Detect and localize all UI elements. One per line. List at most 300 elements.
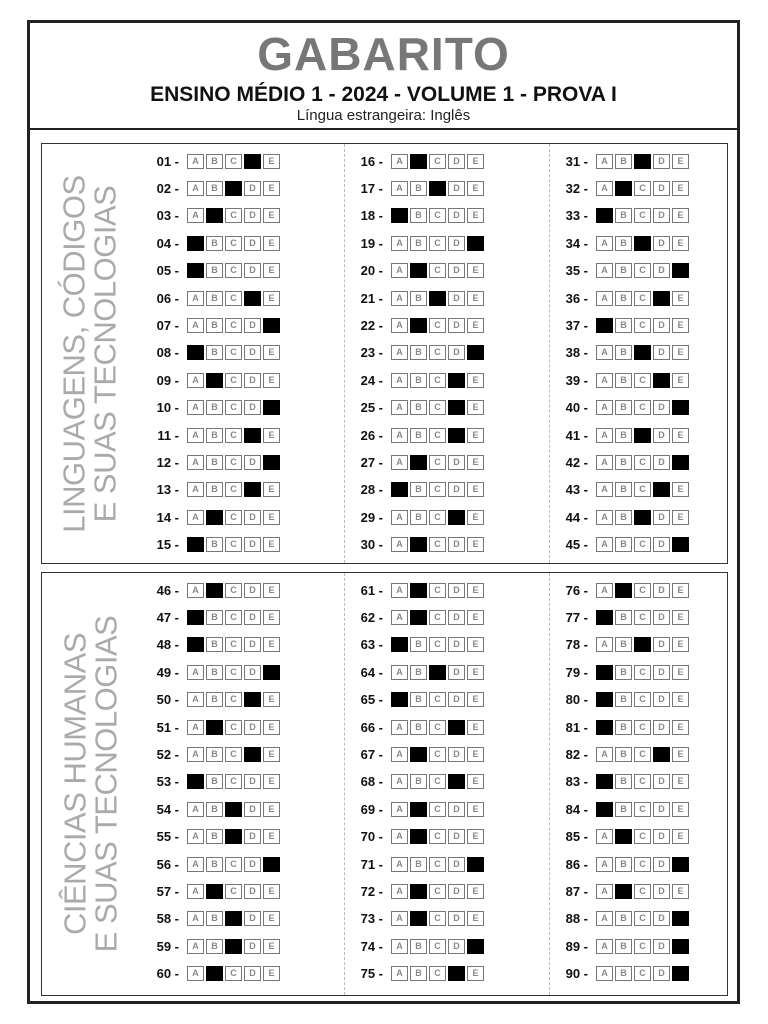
option-box: D xyxy=(244,911,261,926)
option-box: A xyxy=(391,154,408,169)
option-box-marked: B xyxy=(410,802,427,817)
option-box-marked: D xyxy=(244,428,261,443)
option-box: D xyxy=(448,318,465,333)
option-box: E xyxy=(467,747,484,762)
question-row xyxy=(351,206,486,226)
option-box: B xyxy=(615,720,632,735)
question-number: 52 - xyxy=(156,746,179,762)
option-box: A xyxy=(187,181,204,196)
option-box-marked: B xyxy=(410,610,427,625)
question-row xyxy=(351,690,486,710)
question-row xyxy=(556,535,691,555)
option-box: D xyxy=(653,939,670,954)
header xyxy=(30,23,737,130)
option-box: C xyxy=(429,318,446,333)
option-box: C xyxy=(225,208,242,223)
option-box-marked: D xyxy=(244,291,261,306)
option-box: C xyxy=(225,720,242,735)
question-number: 56 - xyxy=(156,856,179,872)
option-box: C xyxy=(634,482,651,497)
option-box: A xyxy=(391,966,408,981)
question-row xyxy=(147,151,282,171)
option-box: E xyxy=(467,154,484,169)
question-number: 68 - xyxy=(360,774,383,790)
option-box-marked: E xyxy=(672,857,689,872)
question-number: 89 - xyxy=(565,938,588,954)
option-box: D xyxy=(244,263,261,278)
option-box: B xyxy=(206,154,223,169)
option-box-marked: A xyxy=(596,610,613,625)
option-box: D xyxy=(244,637,261,652)
question-number: 62 - xyxy=(360,609,383,625)
option-box: A xyxy=(391,181,408,196)
question-row xyxy=(351,261,486,281)
option-box: D xyxy=(448,747,465,762)
option-box: E xyxy=(263,692,280,707)
question-number: 35 - xyxy=(565,263,588,279)
option-box: A xyxy=(187,884,204,899)
question-number: 27 - xyxy=(360,454,383,470)
option-box: B xyxy=(410,857,427,872)
option-box: D xyxy=(244,510,261,525)
option-box: B xyxy=(615,208,632,223)
option-box: E xyxy=(263,510,280,525)
option-box: C xyxy=(634,263,651,278)
option-box: C xyxy=(225,610,242,625)
question-number: 23 - xyxy=(360,345,383,361)
option-box: B xyxy=(615,400,632,415)
option-box-marked: C xyxy=(225,802,242,817)
option-box-marked: B xyxy=(410,911,427,926)
question-number: 42 - xyxy=(565,454,588,470)
question-number: 59 - xyxy=(156,938,179,954)
option-box: C xyxy=(634,537,651,552)
option-box: E xyxy=(467,774,484,789)
question-row xyxy=(556,772,691,792)
question-row xyxy=(556,288,691,308)
option-box: B xyxy=(410,181,427,196)
option-box: C xyxy=(429,510,446,525)
option-box-marked: D xyxy=(448,774,465,789)
question-number: 34 - xyxy=(565,235,588,251)
option-box: D xyxy=(448,455,465,470)
option-box: A xyxy=(596,154,613,169)
option-box: E xyxy=(672,236,689,251)
option-box: A xyxy=(391,510,408,525)
option-box: A xyxy=(596,911,613,926)
question-row xyxy=(147,343,282,363)
option-box-marked: A xyxy=(187,236,204,251)
option-box: D xyxy=(448,482,465,497)
option-box-marked: D xyxy=(244,482,261,497)
option-box: A xyxy=(187,583,204,598)
question-number: 02 - xyxy=(156,180,179,196)
question-row xyxy=(147,507,282,527)
option-box: B xyxy=(206,455,223,470)
option-box: E xyxy=(672,428,689,443)
option-box-marked: B xyxy=(615,583,632,598)
option-box-marked: B xyxy=(206,583,223,598)
question-row xyxy=(351,936,486,956)
question-number: 74 - xyxy=(360,938,383,954)
question-number: 47 - xyxy=(156,609,179,625)
option-box-marked: A xyxy=(187,537,204,552)
question-row xyxy=(351,717,486,737)
option-box: D xyxy=(244,345,261,360)
option-box-marked: A xyxy=(596,692,613,707)
question-number: 40 - xyxy=(565,400,588,416)
option-box: C xyxy=(634,747,651,762)
question-row xyxy=(556,370,691,390)
option-box: A xyxy=(596,583,613,598)
option-box: C xyxy=(429,537,446,552)
option-box: C xyxy=(225,774,242,789)
question-number: 66 - xyxy=(360,719,383,735)
option-box: D xyxy=(653,510,670,525)
option-box: E xyxy=(672,291,689,306)
option-box: E xyxy=(467,400,484,415)
question-row xyxy=(351,744,486,764)
option-box-marked: E xyxy=(467,236,484,251)
question-number: 29 - xyxy=(360,509,383,525)
option-box: C xyxy=(225,884,242,899)
option-box: D xyxy=(653,637,670,652)
option-box: B xyxy=(206,911,223,926)
option-box: C xyxy=(429,802,446,817)
option-box: B xyxy=(615,373,632,388)
option-box: D xyxy=(244,939,261,954)
option-box: B xyxy=(615,455,632,470)
option-box: D xyxy=(448,610,465,625)
option-box: C xyxy=(225,637,242,652)
option-box: B xyxy=(410,208,427,223)
option-box-marked: E xyxy=(672,939,689,954)
option-box: A xyxy=(187,154,204,169)
question-number: 07 - xyxy=(156,317,179,333)
option-box: B xyxy=(206,802,223,817)
option-box: D xyxy=(653,884,670,899)
option-box-marked: E xyxy=(672,263,689,278)
option-box: B xyxy=(615,428,632,443)
question-number: 22 - xyxy=(360,317,383,333)
option-box: A xyxy=(187,318,204,333)
option-box-marked: E xyxy=(672,455,689,470)
option-box: A xyxy=(596,291,613,306)
option-box-marked: A xyxy=(596,318,613,333)
question-number: 01 - xyxy=(156,153,179,169)
question-row xyxy=(147,425,282,445)
question-number: 61 - xyxy=(360,582,383,598)
question-row xyxy=(147,535,282,555)
option-box: C xyxy=(429,583,446,598)
option-box-marked: D xyxy=(244,747,261,762)
option-box: C xyxy=(429,373,446,388)
question-number: 81 - xyxy=(565,719,588,735)
option-box: B xyxy=(206,236,223,251)
option-box-marked: C xyxy=(429,665,446,680)
question-number: 54 - xyxy=(156,801,179,817)
option-box: A xyxy=(596,263,613,278)
option-box: D xyxy=(448,802,465,817)
option-box-marked: C xyxy=(634,510,651,525)
option-box: B xyxy=(206,263,223,278)
option-box-marked: D xyxy=(653,747,670,762)
option-box: E xyxy=(263,637,280,652)
question-number: 73 - xyxy=(360,911,383,927)
question-row xyxy=(147,881,282,901)
option-box: A xyxy=(596,857,613,872)
option-box: D xyxy=(244,537,261,552)
option-box: D xyxy=(653,428,670,443)
question-number: 36 - xyxy=(565,290,588,306)
option-box: E xyxy=(672,747,689,762)
option-box: E xyxy=(263,345,280,360)
question-number: 05 - xyxy=(156,263,179,279)
option-box: A xyxy=(391,373,408,388)
option-box: D xyxy=(244,373,261,388)
option-box: E xyxy=(467,373,484,388)
option-box: C xyxy=(225,236,242,251)
question-number: 65 - xyxy=(360,692,383,708)
question-number: 03 - xyxy=(156,208,179,224)
question-row xyxy=(147,964,282,984)
question-row xyxy=(556,827,691,847)
option-box: B xyxy=(615,291,632,306)
option-box: D xyxy=(244,829,261,844)
option-box: E xyxy=(263,428,280,443)
option-box-marked: B xyxy=(206,720,223,735)
option-box: E xyxy=(467,318,484,333)
option-box-marked: B xyxy=(206,510,223,525)
option-box: D xyxy=(653,208,670,223)
option-box: E xyxy=(467,911,484,926)
option-box: E xyxy=(672,318,689,333)
option-box: D xyxy=(244,318,261,333)
option-box-marked: D xyxy=(448,400,465,415)
option-box: B xyxy=(615,345,632,360)
option-box: E xyxy=(263,583,280,598)
option-box: C xyxy=(429,884,446,899)
question-row xyxy=(351,151,486,171)
question-number: 13 - xyxy=(156,482,179,498)
option-box: D xyxy=(244,181,261,196)
option-box: C xyxy=(429,857,446,872)
option-box: B xyxy=(615,537,632,552)
option-box: A xyxy=(391,537,408,552)
question-number: 30 - xyxy=(360,537,383,553)
question-number: 06 - xyxy=(156,290,179,306)
option-box: D xyxy=(448,236,465,251)
question-row xyxy=(556,580,691,600)
option-box: E xyxy=(263,802,280,817)
section-label xyxy=(50,573,130,995)
question-number: 33 - xyxy=(565,208,588,224)
option-box: B xyxy=(615,939,632,954)
question-number: 37 - xyxy=(565,317,588,333)
option-box: D xyxy=(448,911,465,926)
option-box: A xyxy=(596,236,613,251)
section-linguagens xyxy=(41,143,728,564)
option-box: D xyxy=(653,610,670,625)
option-box: D xyxy=(244,720,261,735)
option-box: C xyxy=(225,345,242,360)
option-box: D xyxy=(653,154,670,169)
option-box: C xyxy=(429,455,446,470)
question-row xyxy=(351,854,486,874)
option-box: E xyxy=(467,966,484,981)
option-box: A xyxy=(596,537,613,552)
option-box: B xyxy=(615,774,632,789)
section-label-line: E SUAS TECNOLOGIAS xyxy=(88,615,124,953)
option-box: E xyxy=(263,154,280,169)
question-row xyxy=(556,151,691,171)
question-row xyxy=(556,206,691,226)
question-number: 75 - xyxy=(360,966,383,982)
option-box: E xyxy=(672,720,689,735)
option-box: A xyxy=(596,345,613,360)
question-row xyxy=(556,799,691,819)
option-box: C xyxy=(429,939,446,954)
option-box: E xyxy=(672,829,689,844)
question-row xyxy=(556,343,691,363)
option-box: E xyxy=(263,884,280,899)
question-number: 53 - xyxy=(156,774,179,790)
option-box: C xyxy=(225,373,242,388)
option-box-marked: A xyxy=(391,208,408,223)
option-box: B xyxy=(410,510,427,525)
option-box-marked: E xyxy=(672,537,689,552)
option-box-marked: E xyxy=(672,966,689,981)
option-box: C xyxy=(429,154,446,169)
question-row xyxy=(351,881,486,901)
option-box: B xyxy=(206,428,223,443)
option-box: A xyxy=(596,181,613,196)
option-box: C xyxy=(225,318,242,333)
option-box: A xyxy=(187,802,204,817)
option-box: C xyxy=(634,720,651,735)
question-row xyxy=(351,964,486,984)
option-box: D xyxy=(244,583,261,598)
question-number: 31 - xyxy=(565,153,588,169)
option-box: C xyxy=(225,537,242,552)
option-box-marked: E xyxy=(263,400,280,415)
option-box: E xyxy=(467,884,484,899)
option-box: C xyxy=(634,291,651,306)
question-number: 88 - xyxy=(565,911,588,927)
option-box: D xyxy=(448,583,465,598)
question-row xyxy=(147,690,282,710)
option-box: B xyxy=(206,774,223,789)
question-row xyxy=(351,370,486,390)
option-box: C xyxy=(225,482,242,497)
option-box: C xyxy=(634,966,651,981)
option-box: A xyxy=(596,829,613,844)
option-box: A xyxy=(187,939,204,954)
option-box: E xyxy=(672,610,689,625)
option-box: B xyxy=(206,665,223,680)
option-box: D xyxy=(653,857,670,872)
option-box: D xyxy=(448,263,465,278)
option-box-marked: A xyxy=(187,774,204,789)
option-box: E xyxy=(263,610,280,625)
option-box: A xyxy=(391,610,408,625)
question-row xyxy=(556,881,691,901)
question-row xyxy=(147,206,282,226)
question-number: 57 - xyxy=(156,883,179,899)
question-row xyxy=(351,425,486,445)
question-row xyxy=(351,535,486,555)
question-number: 67 - xyxy=(360,746,383,762)
option-box: D xyxy=(244,802,261,817)
section-label xyxy=(50,144,130,563)
question-number: 28 - xyxy=(360,482,383,498)
question-row xyxy=(147,662,282,682)
option-box: B xyxy=(615,236,632,251)
option-box: B xyxy=(410,428,427,443)
option-box: C xyxy=(429,263,446,278)
question-number: 16 - xyxy=(360,153,383,169)
option-box: D xyxy=(653,583,670,598)
option-box: C xyxy=(634,857,651,872)
option-box: A xyxy=(596,939,613,954)
question-row xyxy=(556,398,691,418)
question-row xyxy=(556,635,691,655)
option-box: B xyxy=(615,510,632,525)
option-box: A xyxy=(187,747,204,762)
option-box: E xyxy=(672,774,689,789)
option-box: C xyxy=(225,966,242,981)
question-row xyxy=(147,909,282,929)
option-box-marked: A xyxy=(187,637,204,652)
option-box-marked: E xyxy=(263,857,280,872)
question-row xyxy=(351,580,486,600)
option-box: B xyxy=(206,939,223,954)
option-box: D xyxy=(448,829,465,844)
option-box-marked: C xyxy=(634,428,651,443)
question-row xyxy=(351,480,486,500)
question-number: 78 - xyxy=(565,637,588,653)
option-box: C xyxy=(634,583,651,598)
question-number: 51 - xyxy=(156,719,179,735)
option-box: A xyxy=(596,428,613,443)
option-box: E xyxy=(467,510,484,525)
column-divider xyxy=(344,144,345,563)
option-box: B xyxy=(206,692,223,707)
option-box: D xyxy=(653,692,670,707)
question-number: 77 - xyxy=(565,609,588,625)
option-box-marked: C xyxy=(429,291,446,306)
option-box: E xyxy=(467,181,484,196)
option-box: E xyxy=(467,720,484,735)
option-box: B xyxy=(615,802,632,817)
option-box: E xyxy=(672,884,689,899)
column-divider xyxy=(549,144,550,563)
option-box: A xyxy=(391,291,408,306)
option-box-marked: B xyxy=(410,318,427,333)
option-box-marked: C xyxy=(634,345,651,360)
option-box: C xyxy=(429,829,446,844)
option-box: C xyxy=(634,610,651,625)
option-box: E xyxy=(263,829,280,844)
question-row xyxy=(351,288,486,308)
option-box: D xyxy=(448,665,465,680)
option-box: B xyxy=(206,400,223,415)
question-number: 72 - xyxy=(360,883,383,899)
option-box-marked: D xyxy=(244,154,261,169)
option-box-marked: B xyxy=(410,747,427,762)
option-box: D xyxy=(653,455,670,470)
question-row xyxy=(556,178,691,198)
